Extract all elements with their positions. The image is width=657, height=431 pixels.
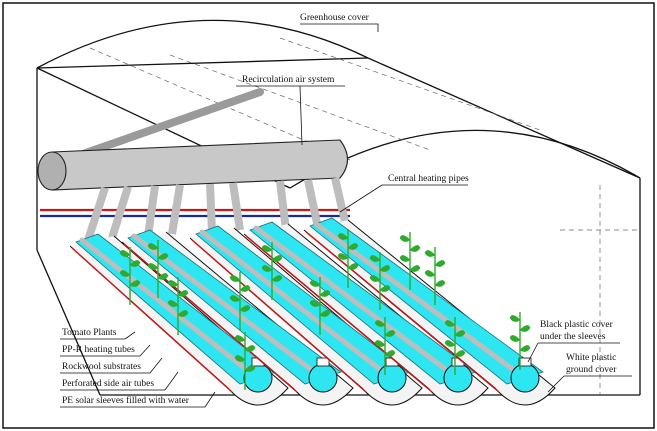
back-ridge-line	[37, 58, 368, 68]
roof-line-1	[170, 55, 430, 150]
leader-black-cover	[528, 343, 538, 362]
drop-duct	[88, 188, 105, 240]
back-arch	[37, 20, 368, 68]
plant-leaf	[400, 255, 410, 261]
drop-duct	[148, 186, 155, 236]
drop-duct	[233, 183, 240, 230]
leader-greenhouse-cover	[300, 24, 378, 32]
plant-leaf	[410, 245, 420, 251]
plant-leaf	[520, 345, 530, 351]
recirculation-duct	[38, 140, 348, 190]
plant-leaf	[435, 280, 445, 286]
drop-duct	[280, 181, 286, 230]
eave-right	[368, 58, 640, 178]
label-pe-sleeves: PE solar sleeves filled with water	[62, 396, 189, 406]
label-rockwool: Rockwool substrates	[62, 362, 141, 372]
label-recirculation-air: Recirculation air system	[242, 75, 335, 85]
label-ppr-heating: PP-R heating tubes	[62, 345, 135, 355]
rockwool-substrate	[317, 358, 329, 366]
label-perforated-air: Perforated side air tubes	[62, 379, 155, 389]
label-black-cover-2: under the sleeves	[540, 332, 606, 342]
sleeve-end	[511, 364, 539, 392]
label-black-cover-1: Black plastic cover	[540, 320, 613, 330]
label-greenhouse-cover: Greenhouse cover	[300, 13, 369, 23]
plant-leaf	[435, 260, 445, 266]
central-heating-pipes	[40, 210, 350, 216]
drop-duct	[335, 178, 346, 226]
plant-leaf	[400, 235, 410, 241]
plant-leaf	[425, 270, 435, 276]
plant-leaf	[510, 315, 520, 321]
label-tomato-plants: Tomato Plants	[62, 328, 117, 338]
plant-leaf	[520, 325, 530, 331]
growing-rows	[70, 218, 555, 405]
drop-duct	[112, 187, 128, 238]
label-white-cover-2: ground cover	[566, 365, 617, 375]
duct-end-cap	[38, 152, 66, 190]
drop-duct	[172, 185, 180, 234]
drop-duct	[308, 180, 318, 228]
plant-leaf	[425, 250, 435, 256]
sleeve-end	[378, 364, 406, 392]
leader-recirculation	[300, 86, 302, 145]
drop-duct	[210, 184, 212, 232]
sleeve-end	[444, 364, 472, 392]
sleeve-end	[309, 364, 337, 392]
plant-leaf	[410, 265, 420, 271]
plant-leaf	[240, 285, 250, 291]
label-central-heating: Central heating pipes	[388, 174, 469, 184]
leader-central-heating	[340, 185, 382, 212]
plant-leaf	[510, 335, 520, 341]
label-white-cover-1: White plastic	[566, 353, 617, 363]
